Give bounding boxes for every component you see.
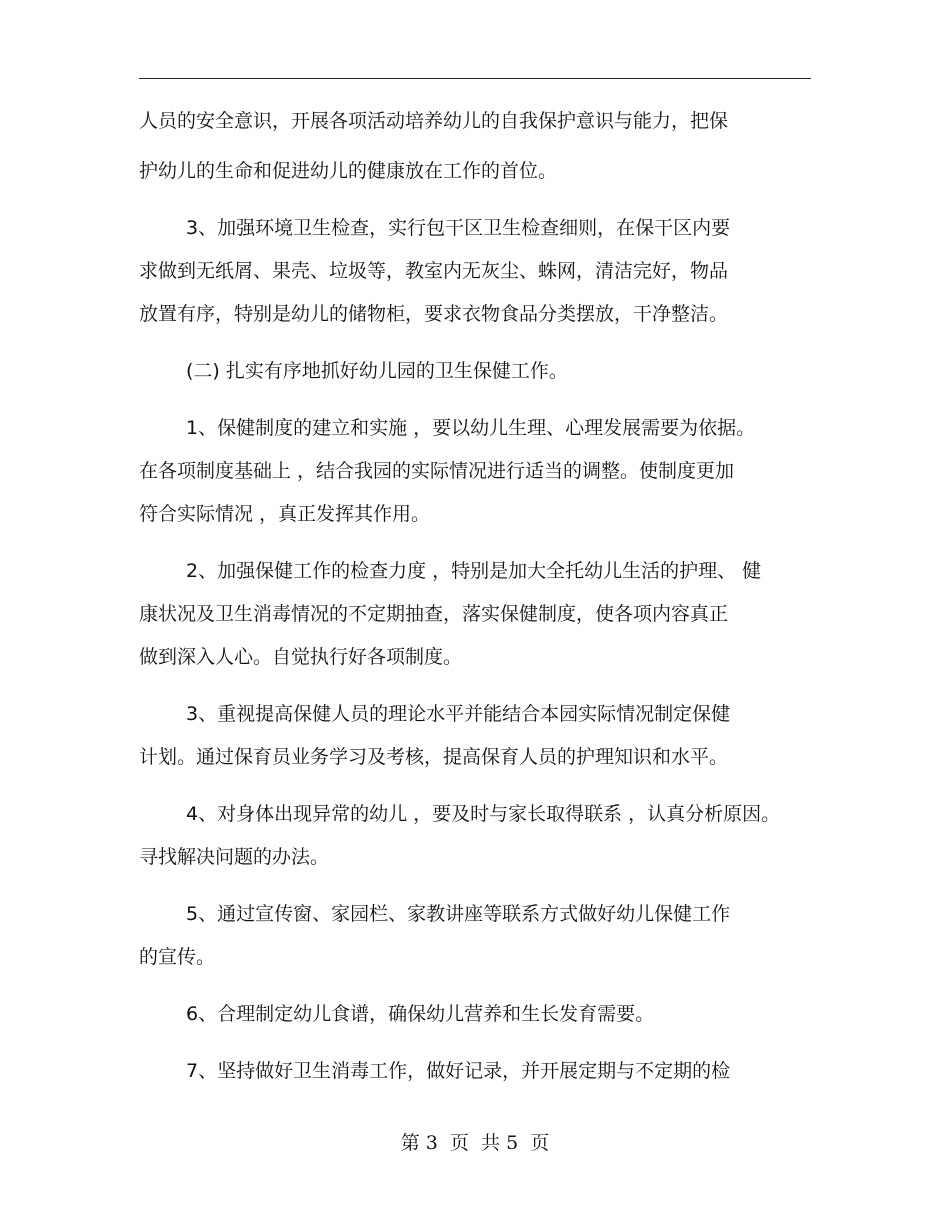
text-line: 的宣传。: [139, 946, 216, 968]
text-line: 放置有序，特别是幼儿的储物柜，要求衣物食品分类摆放，干净整洁。: [139, 303, 729, 325]
text-line: 5、通过宣传窗、家园栏、家教讲座等联系方式做好幼儿保健工作: [186, 903, 731, 925]
text-line: 4、对身体出现异常的幼儿 ，要及时与家长取得联系 ，认真分析原因。: [186, 803, 781, 825]
header-rule: [139, 78, 811, 79]
text-line: 6、合理制定幼儿食谱，确保幼儿营养和生长发育需要。: [186, 1003, 655, 1025]
section-heading: (二) 扎实有序地抓好幼儿园的卫生保健工作。: [186, 360, 568, 382]
text-line: 2、加强保健工作的检查力度 ，特别是加大全托幼儿生活的护理、 健: [186, 560, 762, 582]
text-line: 3、重视提高保健人员的理论水平并能结合本园实际情况制定保健: [186, 703, 731, 725]
text-line: 1、保健制度的建立和实施 ，要以幼儿生理、心理发展需要为依据。: [186, 417, 756, 439]
text-line: 求做到无纸屑、果壳、垃圾等，教室内无灰尘、蛛网，清洁完好，物品: [139, 260, 729, 282]
text-line: 3、加强环境卫生检查，实行包干区卫生检查细则，在保干区内要: [186, 217, 731, 239]
text-line: 计划。通过保育员业务学习及考核，提高保育人员的护理知识和水平。: [139, 746, 729, 768]
text-line: 符合实际情况 ，真正发挥其作用。: [139, 503, 431, 525]
text-line: 寻找解决问题的办法。: [139, 846, 330, 868]
text-line: 在各项制度基础上 ，结合我园的实际情况进行适当的调整。使制度更加: [139, 460, 735, 482]
text-line: 7、坚持做好卫生消毒工作，做好记录，并开展定期与不定期的检: [186, 1060, 731, 1082]
text-line: 康状况及卫生消毒情况的不定期抽查，落实保健制度，使各项内容真正: [139, 603, 729, 625]
text-line: 人员的安全意识，开展各项活动培养幼儿的自我保护意识与能力，把保: [139, 110, 729, 132]
text-line: 护幼儿的生命和促进幼儿的健康放在工作的首位。: [139, 160, 558, 182]
text-line: 做到深入人心。自觉执行好各项制度。: [139, 646, 463, 668]
page-number: 第 3 页 共 5 页: [400, 1132, 550, 1154]
